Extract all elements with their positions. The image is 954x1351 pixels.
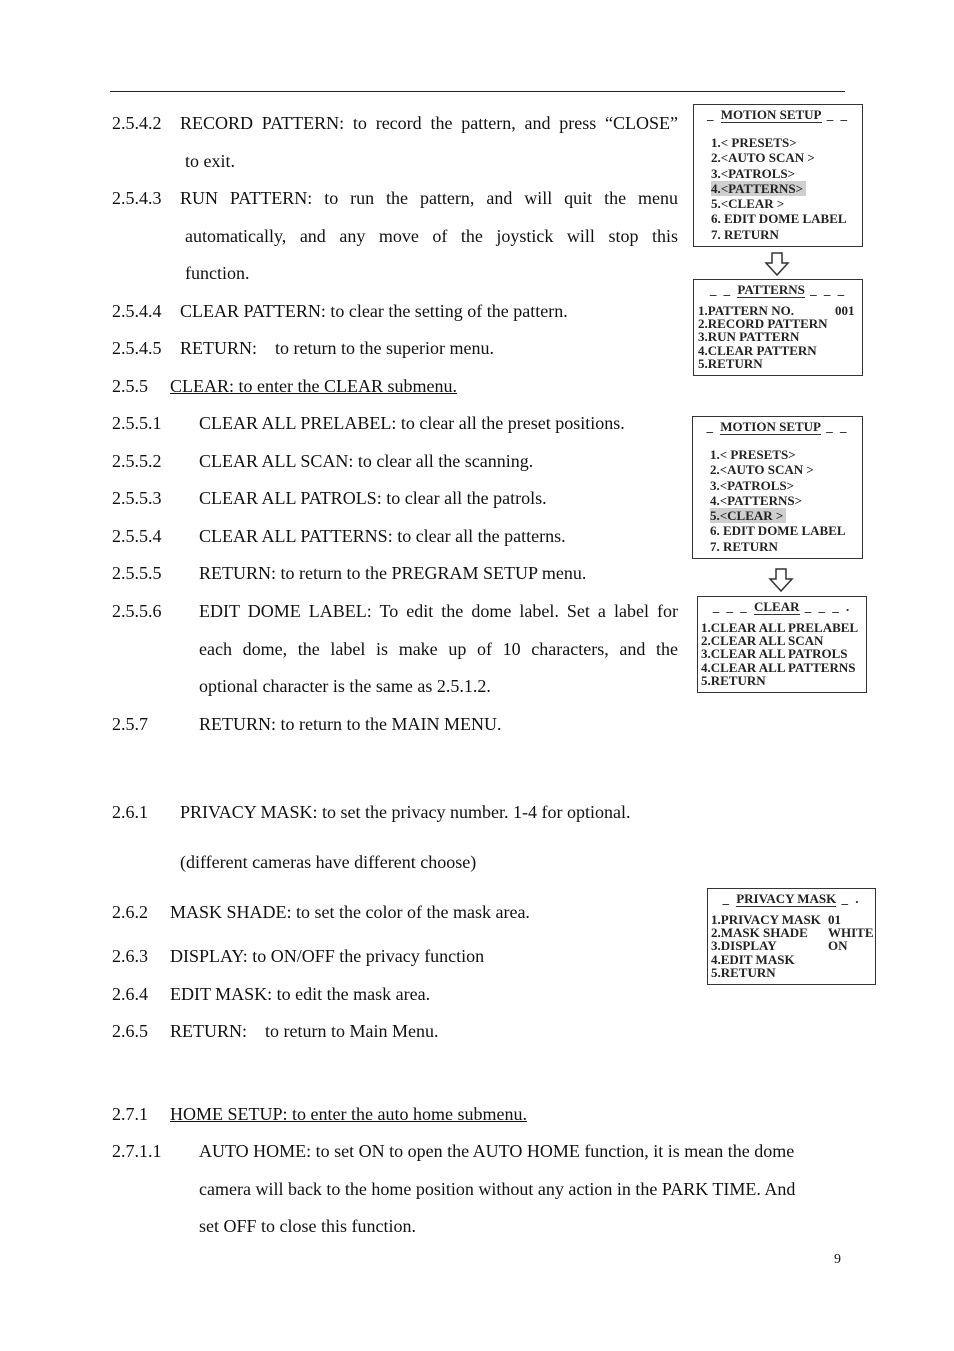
section-text-continued: set OFF to close this function. [199, 1216, 416, 1236]
osd-menu-item: 7. RETURN [710, 538, 778, 554]
osd-value: WHITE [828, 925, 874, 941]
section-number: 2.5.5.2 [112, 451, 162, 471]
section-heading: CLEAR: to enter the CLEAR submenu. [170, 376, 457, 396]
osd-menu-item: 1.CLEAR ALL PRELABEL [701, 620, 859, 635]
section-heading: HOME SETUP: to enter the auto home submenu. [170, 1104, 527, 1124]
section-text-continued: to exit. [185, 151, 235, 171]
header-rule [110, 91, 845, 92]
osd-menu-item: 5.<CLEAR > [711, 196, 785, 212]
osd-menu-item: 3.<PATROLS> [710, 477, 795, 493]
section-text: EDIT MASK: to edit the mask area. [170, 984, 431, 1004]
osd-value: 01 [828, 912, 841, 927]
osd-menu-list [711, 135, 847, 242]
down-arrow-icon [768, 567, 794, 593]
section-text: EDIT DOME LABEL: To edit the dome label. Set a label for [199, 601, 678, 621]
osd-menu-item: 4.CLEAR ALL PATTERNS [701, 659, 856, 675]
section-text: RETURN: to return to the PREGRAM SETUP menu. [199, 563, 587, 583]
section-text: RECORD PATTERN: to record the pattern, and press “CLOSE” [180, 113, 678, 133]
osd-menu-item: 4.EDIT MASK [711, 951, 795, 967]
down-arrow-icon [764, 251, 790, 277]
section-number: 2.6.4 [112, 984, 148, 1004]
section-text-continued: automatically, and any move of the joystick will stop this [185, 226, 678, 246]
osd-menu-item-selected: 4.<PATTERNS> [711, 181, 806, 196]
section-text: CLEAR ALL SCAN: to clear all the scanning. [199, 451, 534, 471]
osd-menu-item: 3.RUN PATTERN [698, 329, 800, 345]
section-number: 2.5.4.5 [112, 338, 162, 358]
osd-menu-item: 4.CLEAR PATTERN [698, 342, 817, 358]
section-text: RUN PATTERN: to run the pattern, and will quit the menu [180, 188, 678, 208]
section-text: DISPLAY: to ON/OFF the privacy function [170, 946, 485, 966]
osd-value-list [828, 913, 874, 953]
osd-menu-item: 2.RECORD PATTERN [698, 316, 828, 332]
section-text: CLEAR ALL PATROLS: to clear all the patrols. [199, 488, 547, 508]
osd-menu-item: 6. EDIT DOME LABEL [711, 211, 847, 227]
section-number: 2.5.5.6 [112, 601, 162, 621]
section-text: RETURN: to return to the superior menu. [180, 338, 494, 358]
osd-motion-setup-menu: _ MOTION SETUP _ _ 1.< PRESETS> 2.<AUTO SCAN > 3.<PATROLS> 4.<PATTERNS> 5.<CLEAR > 6. EDIT DOME LABEL 7. RETURN [692, 416, 863, 559]
osd-menu-item: 1.< PRESETS> [711, 135, 797, 150]
osd-menu-item: 2.<AUTO SCAN > [711, 150, 815, 166]
osd-menu-item: 4.<PATTERNS> [710, 492, 802, 508]
osd-menu-item: 1.< PRESETS> [710, 447, 796, 462]
osd-patterns-menu: _ _ PATTERNS _ _ _ 1.PATTERN NO. 2.RECORD PATTERN 3.RUN PATTERN 4.CLEAR PATTERN 5.RETURN 001 [693, 279, 863, 376]
page-number: 9 [834, 1252, 841, 1267]
section-text: MASK SHADE: to set the color of the mask area. [170, 902, 530, 922]
section-number: 2.5.5.3 [112, 488, 162, 508]
osd-title: CLEAR [753, 599, 800, 614]
section-number: 2.5.4.3 [112, 188, 162, 208]
osd-menu-item: 3.<PATROLS> [711, 165, 796, 181]
osd-menu-item: 3.CLEAR ALL PATROLS [701, 646, 848, 662]
osd-menu-item: 7. RETURN [711, 226, 779, 242]
osd-menu-item: 5.RETURN [711, 964, 776, 980]
osd-menu-item: 5.RETURN [701, 672, 766, 688]
osd-menu-item: 2.MASK SHADE [711, 925, 808, 941]
osd-menu-item: 1.PATTERN NO. [698, 303, 794, 318]
osd-motion-setup-menu: _ MOTION SETUP _ _ 1.< PRESETS> 2.<AUTO SCAN > 3.<PATROLS> 4.<PATTERNS> 5.<CLEAR > 6. EDIT DOME LABEL 7. RETURN [693, 104, 863, 247]
osd-title: PATTERNS [737, 282, 805, 297]
section-number: 2.5.7 [112, 714, 148, 734]
section-text: PRIVACY MASK: to set the privacy number. 1-4 for optional. [180, 802, 631, 822]
osd-menu-item-selected: 5.<CLEAR > [710, 508, 786, 523]
osd-menu-item: 5.RETURN [698, 355, 763, 371]
osd-menu-list [698, 304, 828, 370]
section-number: 2.6.1 [112, 802, 148, 822]
section-number: 2.7.1.1 [112, 1141, 162, 1161]
section-number: 2.5.5.5 [112, 563, 162, 583]
section-text-continued: optional character is the same as 2.5.1.2. [199, 676, 491, 696]
section-number: 2.5.5 [112, 376, 148, 396]
section-number: 2.6.5 [112, 1021, 148, 1041]
section-text-continued: function. [185, 263, 250, 283]
osd-privacy-mask-menu: _ PRIVACY MASK _ . 1.PRIVACY MASK 2.MASK SHADE 3.DISPLAY 4.EDIT MASK 5.RETURN 01 WHITE ON [707, 888, 876, 985]
osd-title: MOTION SETUP [720, 107, 822, 122]
osd-menu-list [701, 621, 858, 687]
osd-title: MOTION SETUP [720, 419, 821, 434]
section-text-continued: each dome, the label is make up of 10 characters, and the [199, 639, 678, 659]
section-text: CLEAR ALL PATTERNS: to clear all the patterns. [199, 526, 566, 546]
osd-menu-item: 6. EDIT DOME LABEL [710, 523, 846, 539]
section-text-continued: camera will back to the home position without any action in the PARK TIME. And [199, 1179, 796, 1199]
section-number: 2.5.4.4 [112, 301, 162, 321]
section-text: CLEAR PATTERN: to clear the setting of the pattern. [180, 301, 568, 321]
osd-value: 001 [835, 303, 855, 318]
section-number: 2.6.3 [112, 946, 148, 966]
osd-clear-menu: _ _ _ CLEAR _ _ _ . 1.CLEAR ALL PRELABEL 2.CLEAR ALL SCAN 3.CLEAR ALL PATROLS 4.CLEAR ALL PATTERNS 5.RETURN [697, 596, 867, 693]
osd-menu-item: 3.DISPLAY [711, 938, 777, 954]
osd-menu-item: 2.CLEAR ALL SCAN [701, 633, 824, 649]
section-number: 2.7.1 [112, 1104, 148, 1124]
osd-menu-list [711, 913, 821, 979]
osd-menu-list [710, 447, 846, 554]
section-number: 2.6.2 [112, 902, 148, 922]
section-text-continued: (different cameras have different choose) [180, 852, 477, 872]
section-number: 2.5.4.2 [112, 113, 162, 133]
osd-menu-item: 1.PRIVACY MASK [711, 912, 821, 927]
osd-title: PRIVACY MASK [736, 891, 837, 906]
osd-value: ON [828, 938, 848, 954]
section-text: CLEAR ALL PRELABEL: to clear all the preset positions. [199, 413, 625, 433]
osd-menu-item: 2.<AUTO SCAN > [710, 462, 814, 478]
section-number: 2.5.5.1 [112, 413, 162, 433]
section-number: 2.5.5.4 [112, 526, 162, 546]
section-text: RETURN: to return to the MAIN MENU. [199, 714, 502, 734]
section-text: AUTO HOME: to set ON to open the AUTO HOME function, it is mean the dome [199, 1141, 795, 1161]
section-text: RETURN: to return to Main Menu. [170, 1021, 439, 1041]
